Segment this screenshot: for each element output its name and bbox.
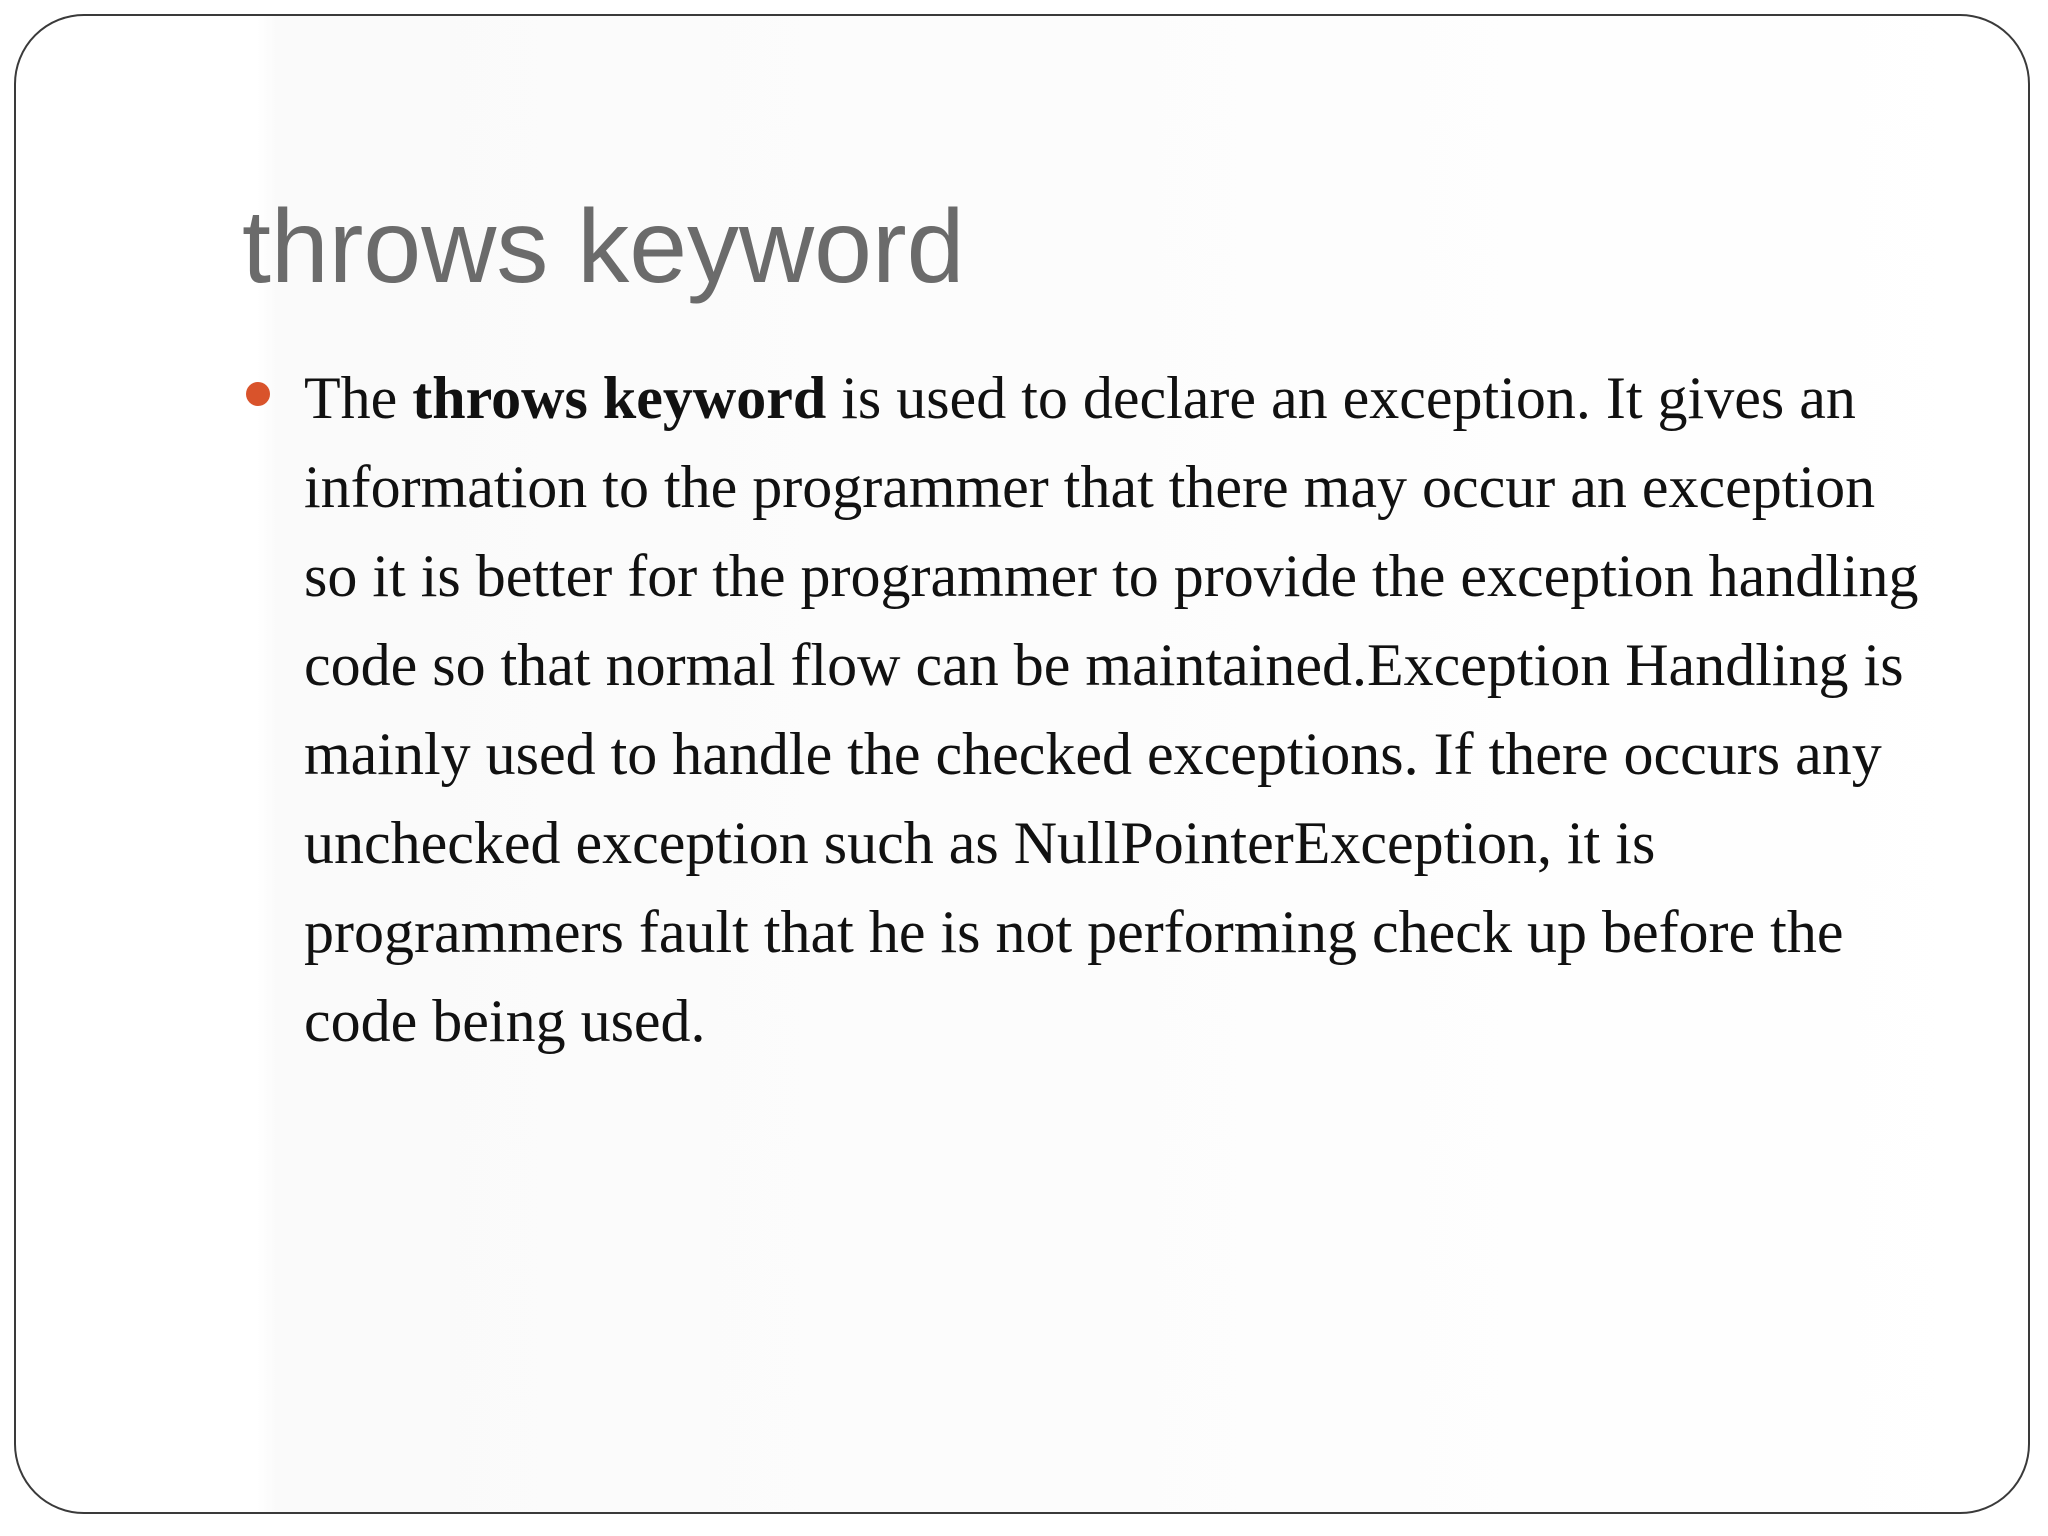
bullet-item [242, 354, 1922, 1066]
bullet-lead-text: The [304, 365, 413, 431]
bullet-body-text: is used to declare an exception. It gives an information to the programmer that there may occur an exception so it is better for the programmer to provide the exception handling code so that normal flow can be maintained.Exception Handling is mainly used to handle the checked exceptions. If there occurs any unchecked exception such as NullPointerException, it is programmers fault that he is not performing check up before the code being used. [304, 365, 1919, 1054]
slide-title: throws keyword [242, 189, 965, 305]
slide-frame [14, 14, 2030, 1514]
bullet-dot-icon [246, 382, 270, 406]
bullet-bold-term: throws keyword [412, 365, 827, 431]
bullet-list [242, 354, 1922, 1066]
